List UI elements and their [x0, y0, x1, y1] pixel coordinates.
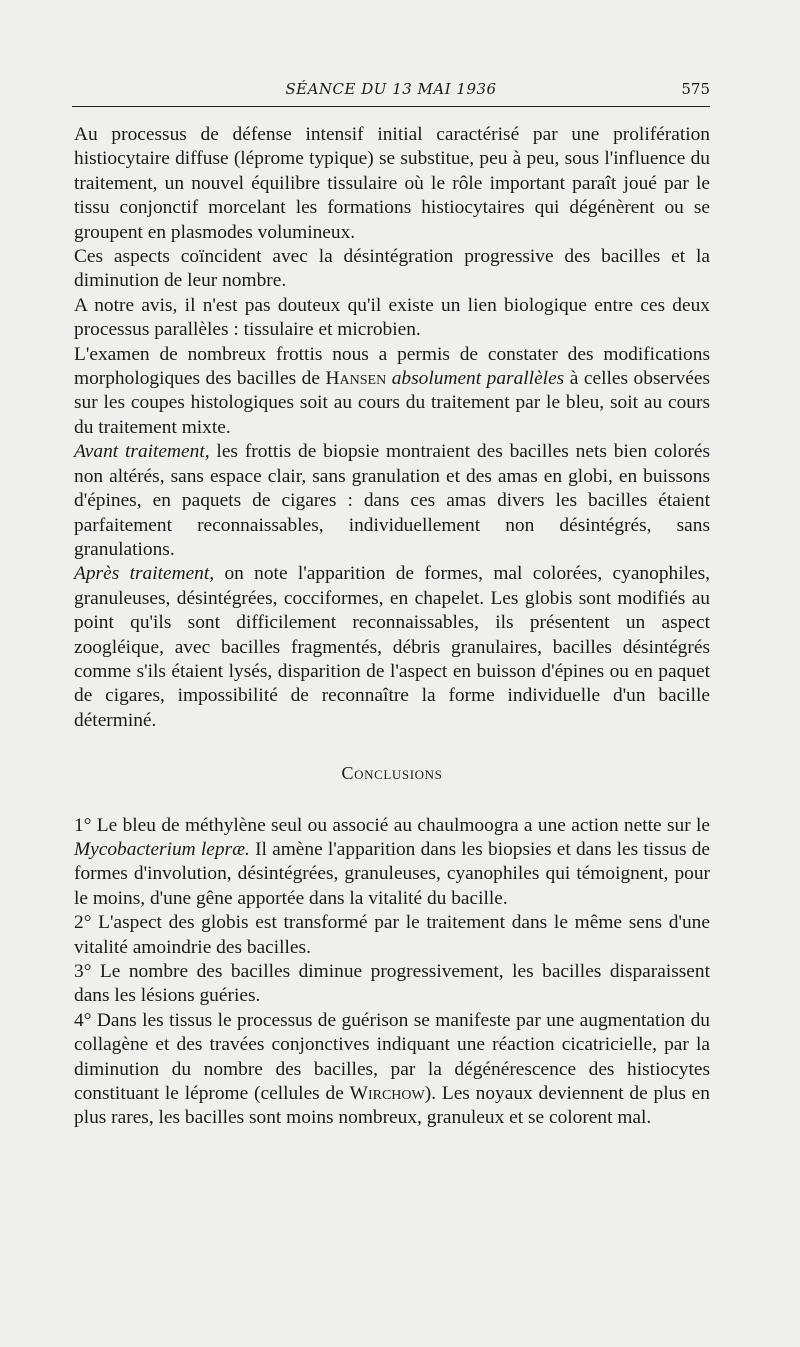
species-name: Mycobacterium lepræ. [74, 838, 250, 860]
paragraph-6 [74, 562, 710, 733]
paragraph-4-rest: à celles observées sur les coupes histologiques soit au cours du traitement par le bleu, soit au cours du traitement mixte. [74, 368, 711, 438]
body-text [74, 123, 710, 1131]
page-number: 575 [681, 80, 710, 98]
author-name-wirchow: Wirchow [349, 1083, 425, 1105]
conclusion-1-rest: Il amène l'apparition dans les biopsies et dans les tissus de formes d'involution, désintégrées, granuleuses, cyanophiles qui témoignent, pour le moins, d'une gêne apportée dans la vitalité du bacille. [74, 838, 710, 909]
conclusion-3: 3° Le nombre des bacilles diminue progressivement, les bacilles disparaissent dans les lésions guéries. [74, 961, 710, 1007]
section-heading-conclusions: Conclusions [341, 763, 443, 784]
paragraph-5-emphasis: Avant traitement, [74, 441, 210, 463]
conclusion-4-rest: ). Les noyaux deviennent de plus en plus rares, les bacilles sont moins nombreux, granuleux et se colorent mal. [74, 1083, 710, 1129]
paragraph-6-text: on note l'apparition de formes, mal colorées, cyanophiles, granuleuses, désintégrées, cocciformes, en chapelet. Les globis sont modifiés au point qu'ils sont difficilement reconnaissables, ils présentent un aspect zoogléique, avec bacilles fragmentés, débris granulaires, bacilles désintégrés comme s'ils étaient lysés, disparition de l'aspect en buisson d'épines ou en paquet de cigares, impossibilité de reconnaître la forme individuelle d'un bacille déterminé. [74, 563, 710, 731]
conclusion-4 [74, 1009, 710, 1131]
paragraph-5-text: les frottis de biopsie montraient des bacilles nets bien colorés non altérés, sans espace clair, sans granulation et des amas en globi, en buissons d'épines, en paquets de cigares : dans ces amas divers les bacilles étaient parfaitement reconnaissables, individuellement non désintégrés, sans granulations. [74, 441, 710, 560]
running-title: SÉANCE DU 13 MAI 1936 [285, 80, 497, 98]
paragraph-2: Ces aspects coïncident avec la désintégration progressive des bacilles et la diminution de leur nombre. [74, 246, 710, 292]
conclusion-1 [74, 814, 710, 912]
paragraph-6-emphasis: Après traitement, [74, 563, 215, 585]
author-name-hansen: Hansen [325, 368, 387, 390]
paragraph-4-text: L'examen de nombreux frottis nous a permis de constater des modifications morphologiques des bacilles de [74, 343, 710, 390]
paragraph-4 [74, 343, 710, 441]
paragraph-4-emphasis: absolument parallèles [391, 368, 565, 390]
paragraph-5 [74, 440, 710, 562]
conclusion-4-text: 4° Dans les tissus le processus de guérison se manifeste par une augmentation du collagène et des travées conjonctives indiquant une réaction cicatricielle, par la diminution du nombre des bacilles, par la dégénérescence des histiocytes constituant le léprome (cellules de [74, 1009, 710, 1105]
conclusion-2: 2° L'aspect des globis est transformé par le traitement dans le même sens d'une vitalité amoindrie des bacilles. [74, 912, 710, 958]
conclusion-1-text: 1° Le bleu de méthylène seul ou associé au chaulmoogra a une action nette sur le [74, 814, 710, 836]
paragraph-3: A notre avis, il n'est pas douteux qu'il existe un lien biologique entre ces deux processus parallèles : tissulaire et microbien. [74, 294, 710, 341]
paragraph-1: Au processus de défense intensif initial caractérisé par une prolifération histiocytaire diffuse (léprome typique) se substitue, peu à peu, sous l'influence du traitement, un nouvel équilibre tissulaire où le rôle important paraît joué par le tissu conjonctif morcelant les formations histiocytaires qui dégénèrent ou se groupent en plasmodes volumineux. [74, 124, 710, 243]
running-header [72, 78, 710, 107]
